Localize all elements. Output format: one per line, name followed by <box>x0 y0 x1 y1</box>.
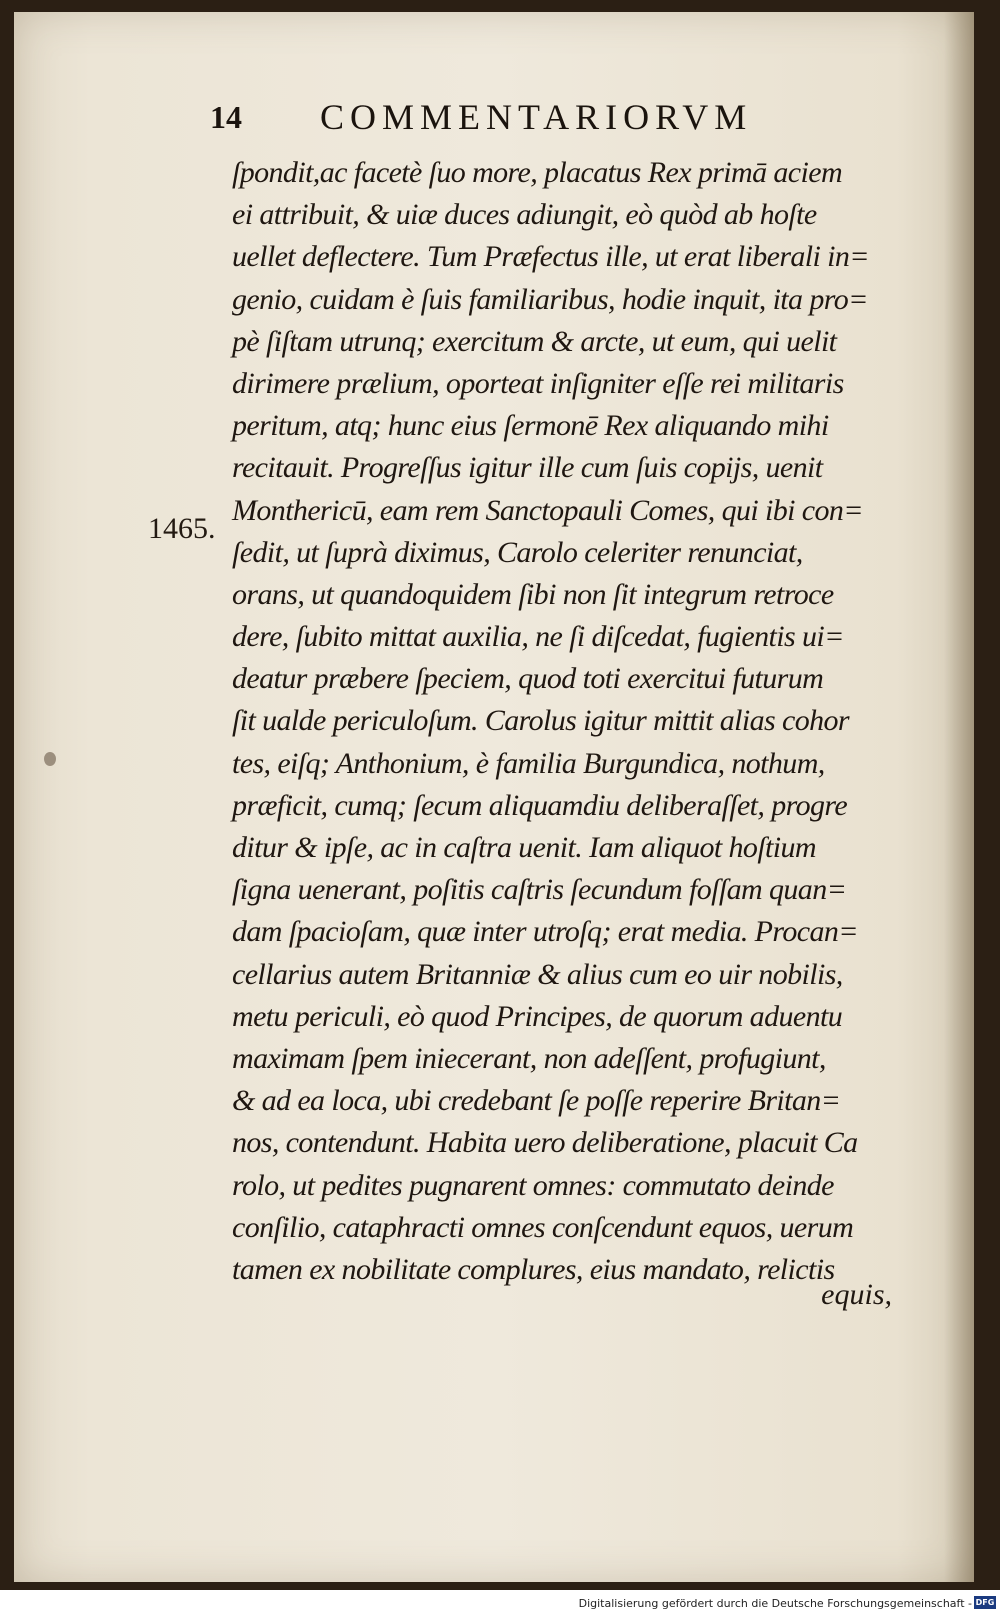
text-line: ſedit, ut ſuprà diximus, Carolo celeriter renunciat, <box>232 535 803 569</box>
body-text <box>232 152 922 1291</box>
dfg-logo: DFG <box>975 1598 995 1607</box>
page-number: 14 <box>210 98 242 135</box>
text-line: dirimere prælium, oporteat inſigniter eſſe rei militaris <box>232 366 844 400</box>
text-line: cellarius autem Britanniæ & alius cum eo uir nobilis, <box>232 957 843 991</box>
text-line: metu periculi, eò quod Principes, de quorum aduentu <box>232 999 843 1033</box>
text-line: tes, eiſq; Anthonium, è familia Burgundica, nothum, <box>232 746 825 780</box>
text-line: ſpondit,ac facetè ſuo more, placatus Rex primā aciem <box>232 156 843 189</box>
ink-spot <box>44 752 56 766</box>
text-line: uellet deflectere. Tum Præfectus ille, ut erat liberali in= <box>232 240 869 274</box>
text-line: Monthericū, eam rem Sanctopauli Comes, qui ibi con= <box>232 493 863 527</box>
text-line: ſigna uenerant, poſitis caſtris ſecundum foſſam quan= <box>232 873 847 907</box>
digitization-credit: Digitalisierung gefördert durch die Deutsche Forschungsgemeinschaft - <box>578 1597 972 1610</box>
text-line: rolo, ut pedites pugnarent omnes: commutato deinde <box>232 1168 834 1202</box>
text-line: ſit ualde periculoſum. Carolus igitur mittit alias cohor <box>232 704 849 738</box>
text-line: pè ſiſtam utrunq; exercitum & arcte, ut eum, qui uelit <box>232 324 837 358</box>
text-line: orans, ut quandoquidem ſibi non ſit integrum retroce <box>232 577 834 611</box>
text-line: deatur præbere ſpeciem, quod toti exercitui futurum <box>232 662 824 696</box>
text-line: dam ſpacioſam, quæ inter utroſq; erat media. Procan= <box>232 915 858 949</box>
text-line: præficit, cumq; ſecum aliquamdiu deliberaſſet, progre <box>232 788 848 822</box>
text-line: ditur & ipſe, ac in caſtra uenit. Iam aliquot hoſtium <box>232 831 816 864</box>
text-line: tamen ex nobilitate complures, eius mandato, relictis <box>232 1252 835 1286</box>
text-line: maximam ſpem iniecerant, non adeſſent, profugiunt, <box>232 1041 826 1075</box>
text-line: peritum, atq; hunc eius ſermonē Rex aliquando mihi <box>232 409 829 443</box>
text-line: genio, cuidam è ſuis familiaribus, hodie inquit, ita pro= <box>232 282 868 316</box>
margin-year-note: 1465. <box>148 512 216 545</box>
text-line: & ad ea loca, ubi credebant ſe poſſe reperire Britan= <box>232 1084 841 1118</box>
text-line: ei attribuit, & uiæ duces adiungit, eò quòd ab hoſte <box>232 198 817 232</box>
catchword: equis, <box>821 1278 892 1311</box>
running-title: COMMENTARIORVM <box>320 97 753 137</box>
text-line: dere, ſubito mittat auxilia, ne ſi diſcedat, fugientis ui= <box>232 620 844 654</box>
text-line: recitauit. Progreſſus igitur ille cum ſuis copijs, uenit <box>232 451 823 485</box>
text-line: nos, contendunt. Habita uero deliberatione, placuit Ca <box>232 1126 858 1160</box>
page-edge-shadow <box>944 12 974 1582</box>
text-line: conſilio, cataphracti omnes conſcendunt equos, uerum <box>232 1210 854 1244</box>
running-head <box>210 92 830 142</box>
